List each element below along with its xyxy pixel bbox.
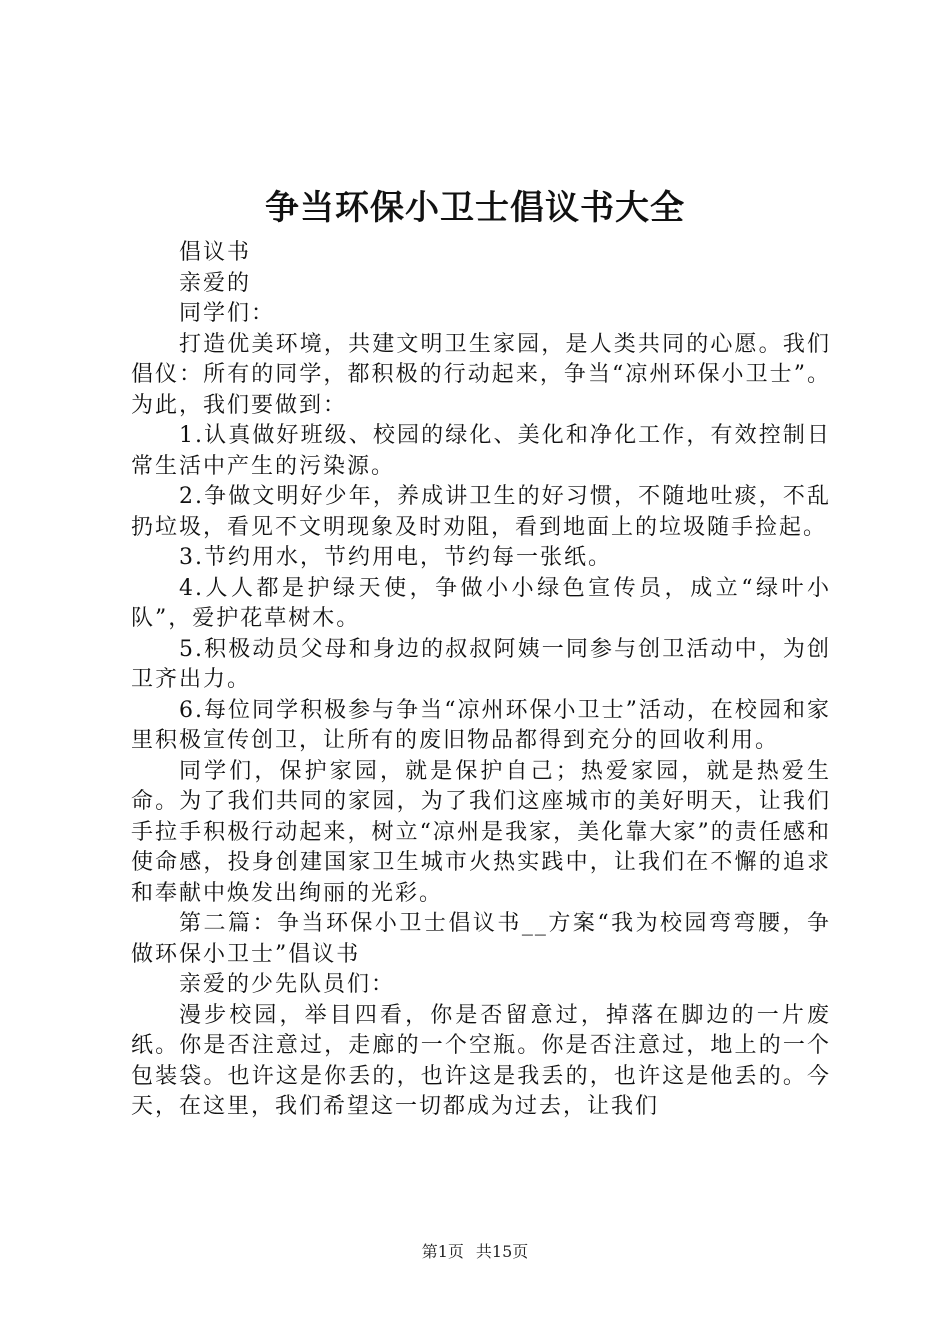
paragraph: 4.人人都是护绿天使，争做小小绿色宣传员，成立“绿叶小队”，爱护花草树木。	[131, 575, 831, 631]
paragraph: 漫步校园，举目四看，你是否留意过，掉落在脚边的一片废纸。你是否注意过，走廊的一个空瓶。你是否注意过，地上的一个包装袋。也许这是你丢的，也许这是我丢的，也许这是他丢的。今天，在这里，我们希望这一切都成为过去，让我们	[131, 1002, 831, 1119]
paragraph: 亲爱的	[179, 270, 252, 296]
page-footer	[0, 1242, 950, 1262]
page-total: 共15页	[475, 1242, 529, 1261]
paragraph: 第二篇：争当环保小卫士倡议书__方案“我为校园弯弯腰，争做环保小卫士”倡议书	[131, 911, 831, 967]
paragraph: 2.争做文明好少年，养成讲卫生的好习惯，不随地吐痰，不乱扔垃圾，看见不文明现象及时劝阻，看到地面上的垃圾随手捡起。	[131, 484, 831, 540]
document-body	[131, 238, 831, 1123]
page-number: 第1页	[421, 1242, 464, 1261]
paragraph: 倡议书	[179, 240, 252, 265]
paragraph: 1.认真做好班级、校园的绿化、美化和净化工作，有效控制日常生活中产生的污染源。	[131, 423, 831, 479]
paragraph: 同学们：	[179, 301, 276, 326]
paragraph: 打造优美环境，共建文明卫生家园，是人类共同的心愿。我们倡仪：所有的同学，都积极的行动起来，争当“凉州环保小卫士”。为此，我们要做到：	[131, 331, 831, 418]
paragraph: 3.节约用水，节约用电，节约每一张纸。	[179, 545, 612, 570]
document-title: 争当环保小卫士倡议书大全	[265, 188, 685, 228]
paragraph: 亲爱的少先队员们：	[179, 972, 396, 997]
paragraph: 5.积极动员父母和身边的叔叔阿姨一同参与创卫活动中，为创卫齐出力。	[131, 636, 831, 692]
paragraph: 6.每位同学积极参与争当“凉州环保小卫士”活动，在校园和家里积极宣传创卫，让所有的废旧物品都得到充分的回收利用。	[131, 697, 831, 753]
paragraph: 同学们，保护家园，就是保护自己；热爱家园，就是热爱生命。为了我们共同的家园，为了我们这座城市的美好明天，让我们手拉手积极行动起来，树立“凉州是我家，美化靠大家”的责任感和使命感，投身创建国家卫生城市火热实践中，让我们在不懈的追求和奉献中焕发出绚丽的光彩。	[131, 758, 831, 906]
